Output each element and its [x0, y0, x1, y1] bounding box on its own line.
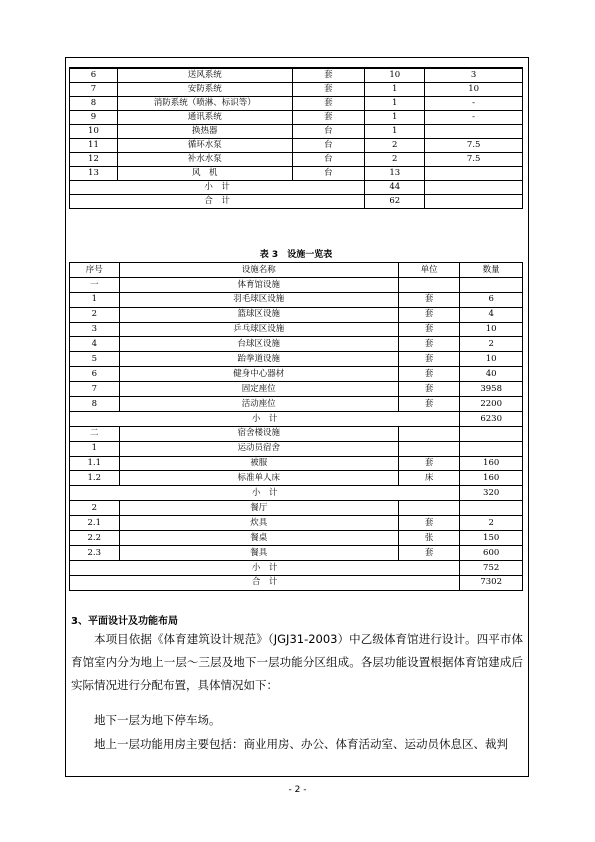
table-row: [70, 97, 523, 111]
table-row: [70, 153, 523, 167]
table-cell: 套: [398, 367, 459, 382]
column-header: 单位: [398, 263, 459, 278]
table-row: [70, 352, 523, 367]
table-cell: 6: [70, 68, 118, 83]
table-cell: 一: [70, 277, 120, 292]
summary-value: 752: [460, 560, 523, 575]
table-cell: 1: [365, 97, 425, 111]
table-cell: 标准单人床: [119, 471, 398, 486]
table-cell: 7: [70, 83, 118, 97]
table-cell: -: [425, 111, 523, 125]
table-cell: 安防系统: [117, 83, 292, 97]
table-cell: 2: [365, 139, 425, 153]
table-cell: 换热器: [117, 125, 292, 139]
table-row: [70, 501, 523, 516]
table-cell: 套: [398, 322, 459, 337]
table-row: [70, 277, 523, 292]
table-cell: 餐厅: [119, 501, 398, 516]
table-cell: 2: [365, 153, 425, 167]
table-row: [70, 426, 523, 441]
table-cell: 4: [460, 307, 523, 322]
table-cell: 40: [460, 367, 523, 382]
paragraph-design-basis: 本项目依据《体育建筑设计规范》（JGJ31-2003）中乙级体育馆进行设计。四平市体育馆室内分为地上一层～三层及地下一层功能分区组成。各层功能设置根据体育馆建成后实际情况进行分配布置，具体情况如下：: [71, 632, 523, 692]
table-cell: 9: [70, 111, 118, 125]
summary-row: [70, 486, 523, 501]
table-cell: 餐桌: [119, 531, 398, 546]
table-row: [70, 471, 523, 486]
table-cell: 床: [398, 471, 459, 486]
summary-row: [70, 560, 523, 575]
table-cell: 13: [365, 167, 425, 181]
table-cell: 风 机: [117, 167, 292, 181]
table-cell: 2.1: [70, 516, 120, 531]
table-cell: 4: [70, 337, 120, 352]
summary-value: 6230: [460, 411, 523, 426]
total-row: [70, 195, 523, 209]
table-cell: 10: [425, 83, 523, 97]
table-row: [70, 83, 523, 97]
table-cell: 6: [70, 367, 120, 382]
summary-row: [70, 575, 523, 590]
table-cell: 2: [70, 307, 120, 322]
table-cell: 宿舍楼设施: [119, 426, 398, 441]
table-cell: 台: [292, 153, 365, 167]
column-header: 数量: [460, 263, 523, 278]
table-row: [70, 456, 523, 471]
table-cell: 餐具: [119, 545, 398, 560]
table-cell: 体育馆设施: [119, 277, 398, 292]
table-row: [70, 382, 523, 397]
table-cell: [425, 181, 523, 195]
summary-value: 7302: [460, 575, 523, 590]
table-cell: 套: [398, 516, 459, 531]
table-cell: 11: [70, 139, 118, 153]
table-cell: 炊具: [119, 516, 398, 531]
table-cell: 2200: [460, 397, 523, 412]
table-cell: 套: [398, 307, 459, 322]
table-cell: 套: [292, 111, 365, 125]
subtotal-row: [70, 181, 523, 195]
table-cell: 套: [292, 97, 365, 111]
table-cell: 160: [460, 456, 523, 471]
table-cell: -: [425, 97, 523, 111]
table-cell: [398, 277, 459, 292]
table-cell: 篮球区设施: [119, 307, 398, 322]
table-cell: 3: [425, 68, 523, 83]
table-row: [70, 139, 523, 153]
table-cell: 7.5: [425, 153, 523, 167]
table-cell: 套: [398, 337, 459, 352]
table-cell: [398, 501, 459, 516]
table-cell: 固定座位: [119, 382, 398, 397]
table-row: [70, 307, 523, 322]
table-cell: 13: [70, 167, 118, 181]
table-cell: 2: [70, 501, 120, 516]
table-cell: 10: [365, 68, 425, 83]
table-cell: 台: [292, 167, 365, 181]
table-cell: 1: [70, 292, 120, 307]
table-cell: 套: [398, 456, 459, 471]
table-cell: 健身中心器材: [119, 367, 398, 382]
table-cell: 套: [398, 352, 459, 367]
table-cell: 2.2: [70, 531, 120, 546]
table-cell: 运动员宿舍: [119, 441, 398, 456]
summary-label: 小 计: [70, 181, 365, 195]
table-cell: 7.5: [425, 139, 523, 153]
table-cell: 1: [365, 111, 425, 125]
table-row: [70, 545, 523, 560]
table-row: [70, 111, 523, 125]
summary-value: 44: [365, 181, 425, 195]
table-cell: 3: [70, 322, 120, 337]
summary-value: 320: [460, 486, 523, 501]
summary-label: 小 计: [70, 486, 460, 501]
table-cell: 2: [460, 337, 523, 352]
table-cell: 套: [292, 83, 365, 97]
table-cell: 羽毛球区设施: [119, 292, 398, 307]
table-cell: 10: [460, 352, 523, 367]
table-row: [70, 68, 523, 83]
table-cell: 二: [70, 426, 120, 441]
table-cell: 1: [365, 83, 425, 97]
table-row: [70, 441, 523, 456]
table-row: [70, 367, 523, 382]
table-cell: 乒乓球区设施: [119, 322, 398, 337]
table-header-row: [70, 263, 523, 278]
table-cell: 跆拳道设施: [119, 352, 398, 367]
summary-label: 小 计: [70, 560, 460, 575]
table-cell: 2: [460, 516, 523, 531]
table-row: [70, 125, 523, 139]
table-row: [70, 167, 523, 181]
table3-caption: 表 3 设施一览表: [259, 250, 333, 260]
table-row: [70, 322, 523, 337]
summary-row: [70, 411, 523, 426]
table-cell: 8: [70, 97, 118, 111]
column-header: 序号: [70, 263, 120, 278]
page-number: - 2 -: [288, 785, 307, 795]
table-cell: 被服: [119, 456, 398, 471]
table-cell: 台: [292, 125, 365, 139]
table-cell: 套: [398, 382, 459, 397]
table-cell: 套: [292, 68, 365, 83]
table-cell: [425, 167, 523, 181]
table-cell: 活动座位: [119, 397, 398, 412]
table-cell: 12: [70, 153, 118, 167]
table-cell: [460, 426, 523, 441]
table-cell: 消防系统（喷淋、标识等）: [117, 97, 292, 111]
table-cell: [398, 441, 459, 456]
table-cell: 7: [70, 382, 120, 397]
table-cell: 2.3: [70, 545, 120, 560]
table-row: [70, 516, 523, 531]
table-cell: 套: [398, 292, 459, 307]
table-cell: 台: [292, 139, 365, 153]
summary-label: 合 计: [70, 195, 365, 209]
summary-label: 合 计: [70, 575, 460, 590]
table-cell: 1.2: [70, 471, 120, 486]
table-cell: 张: [398, 531, 459, 546]
table-cell: 1.1: [70, 456, 120, 471]
table-cell: 1: [70, 441, 120, 456]
table-row: [70, 397, 523, 412]
table-cell: 套: [398, 545, 459, 560]
table-cell: 10: [460, 322, 523, 337]
table-cell: 台球区设施: [119, 337, 398, 352]
equipment-table-continued: [69, 67, 523, 209]
table-cell: 1: [365, 125, 425, 139]
paragraph-basement: 地下一层为地下停车场。: [94, 713, 221, 727]
table-row: [70, 531, 523, 546]
section-title: 3、平面设计及功能布局: [71, 616, 178, 627]
column-header: 设施名称: [119, 263, 398, 278]
table-cell: 6: [460, 292, 523, 307]
table-cell: 160: [460, 471, 523, 486]
table-cell: 补水水泵: [117, 153, 292, 167]
paragraph-first-floor: 地上一层功能用房主要包括：商业用房、办公、体育活动室、运动员休息区、裁判: [94, 737, 508, 751]
table-cell: [460, 277, 523, 292]
table-cell: [425, 195, 523, 209]
table-cell: 5: [70, 352, 120, 367]
table-cell: 通讯系统: [117, 111, 292, 125]
table-cell: 送风系统: [117, 68, 292, 83]
summary-value: 62: [365, 195, 425, 209]
table-cell: [460, 441, 523, 456]
facilities-table: [69, 262, 523, 591]
table-cell: 8: [70, 397, 120, 412]
table-cell: 循环水泵: [117, 139, 292, 153]
table-row: [70, 337, 523, 352]
table-cell: 600: [460, 545, 523, 560]
table-cell: [398, 426, 459, 441]
table-cell: [460, 501, 523, 516]
table-cell: 3958: [460, 382, 523, 397]
table-cell: [425, 125, 523, 139]
table-cell: 套: [398, 397, 459, 412]
table-cell: 10: [70, 125, 118, 139]
table-row: [70, 292, 523, 307]
summary-label: 小 计: [70, 411, 460, 426]
table-cell: 150: [460, 531, 523, 546]
